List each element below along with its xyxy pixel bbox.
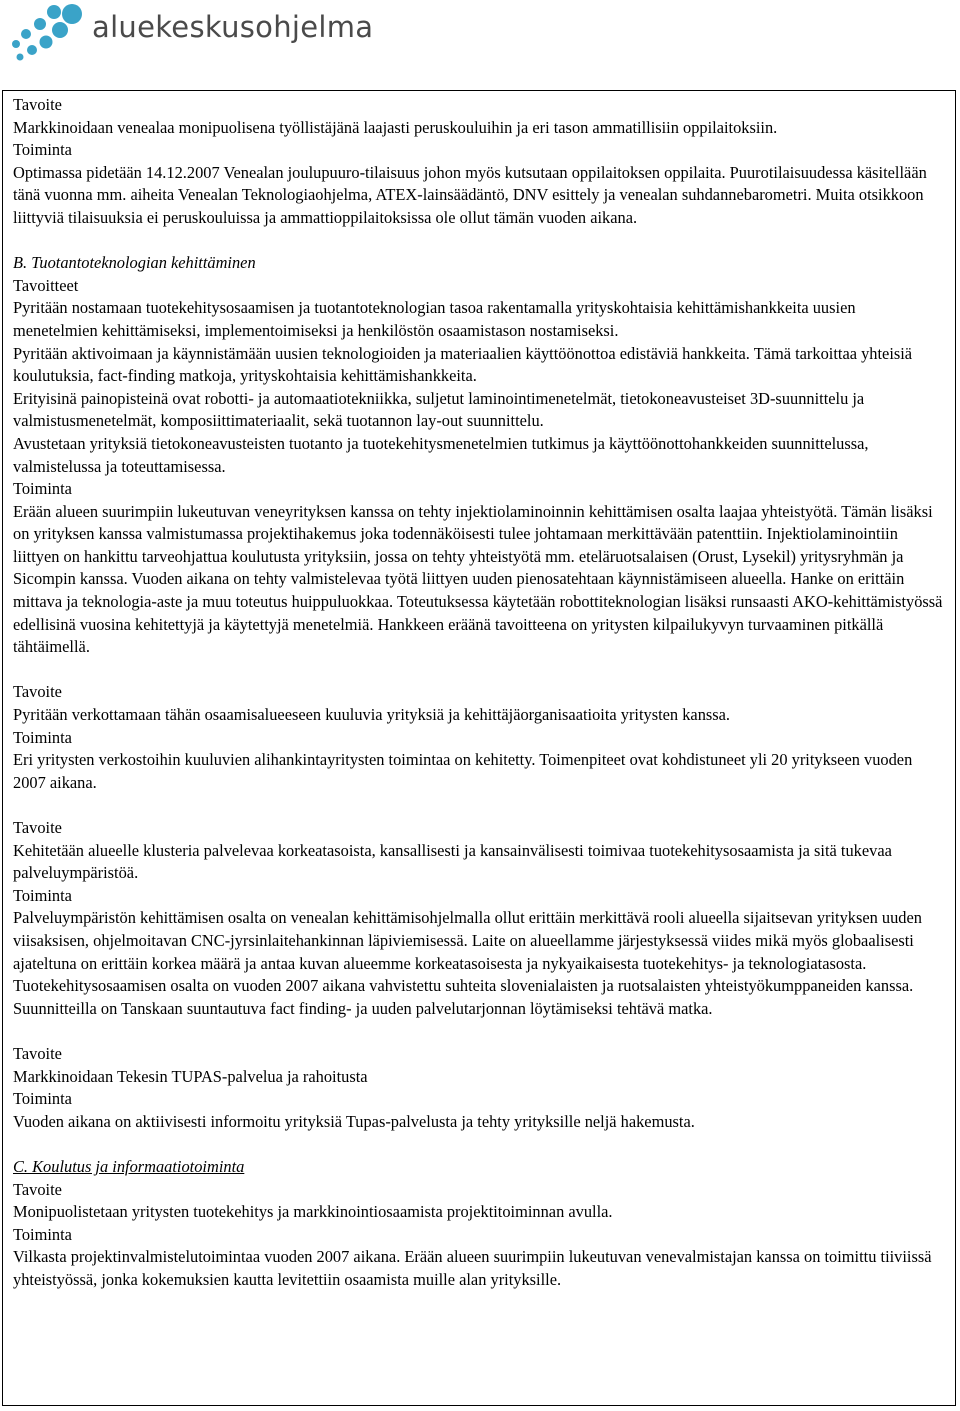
paragraph: Palveluympäristön kehittämisen osalta on venealan kehittämisohjelmalla ollut erittäin merkittävä rooli alueella sijaitsevan yrityksen uuden viisaksisen, ohjelmoitavan CNC-jyrsinlaitehankinnan läpiviemisessä. Laite on alueellamme järjestyksessä viides mikä myös globaalisesti ajateltuna on erittäin korkea määrä ja antaa kuvan alueemme korkeatasoisesta ja nykyaikaisesta tuotekehitys- ja teknologiatasosta. Tuotekehitysosaamisen osalta on vuoden 2007 aikana vahvistettu suhteita slovenialaisten ja ruotsalaisten yhteistyökumppaneiden kanssa. Suunnitteilla on Tanskaan suuntautuva fact finding- ja uuden palvelutarjonnan löytämiseksi tehtävä matka. — [13, 908, 922, 1018]
section-title-b: B. Tuotantoteknologian kehittäminen — [13, 253, 256, 273]
label-toiminta: Toiminta — [13, 1089, 72, 1109]
label-toiminta: Toiminta — [13, 885, 72, 905]
paragraph: Markkinoidaan venealaa monipuolisena työllistäjänä laajasti peruskouluihin ja eri tason ammatillisiin oppilaitoksiin. — [13, 117, 778, 137]
paragraph: Vilkasta projektinvalmistelutoimintaa vuoden 2007 aikana. Erään alueen suurimpiin lukeutuvan venevalmistajan kanssa on toimittu tiiviissä yhteistyössä, jonka kokemuksien kautta levitettiin osaamista muille alan yrityksille. — [13, 1247, 932, 1289]
label-tavoite: Tavoite — [13, 95, 62, 114]
paragraph: Pyritään nostamaan tuotekehitysosaamisen ja tuotantoteknologian tasoa rakentamalla yrityskohtaisia kehittämishankkeita uusien menetelmien kehittämiseksi, implementoimiseksi ja henkilöstön osaamistason nostamiseksi. — [13, 298, 856, 340]
label-tavoitteet: Tavoitteet — [13, 275, 79, 295]
paragraph: Kehitetään alueelle klusteria palvelevaa korkeatasoista, kansallisesti ja kansainvälisesti toimivaa tuotekehitysosaamista ja sitä tukevaa palveluympäristöä. — [13, 840, 892, 883]
label-tavoite: Tavoite — [13, 1043, 62, 1063]
label-tavoite: Tavoite — [13, 818, 62, 837]
header — [10, 2, 374, 62]
paragraph: Erään alueen suurimpiin lukeutuvan veneyrityksen kanssa on tehty injektiolaminoinnin kehittämisen osalta laajaa yhteistyötä. Tämän lisäksi on yrityksen kanssa valmistumassa projektihakemus joka todennäköisesti tulee johtamaan merkittävään patenttiin. Injektiolaminointiin liittyen on hankittu tarveohjattua koulutusta yrityksiin, jossa on tehty yhteistyötä mm. eteläruotsalaisen (Orust, Lysekil) yritysryhmän ja Sicompin kanssa. Vuoden aikana on tehty valmistelevaa työtä liittyen uuden pienosatehtaan käynnistämiseen alueella. Hanke on erittäin mittava ja teknologia-aste ja muu toteutus huippuluokkaa. Toteutuksessa käytetään robottiteknologian lisäksi runsaasti AKO-kehittämistyössä edellisinä vuosina kehitettyjä ja käytettyjä menetelmiä. Hankkeen eräänä tavoitteena on yritysten kilpailukyvyn turvaaminen pitkällä tähtäimellä. — [13, 501, 943, 657]
logo-text: aluekeskusohjelma — [92, 10, 374, 44]
label-toiminta: Toiminta — [13, 727, 72, 747]
paragraph: Vuoden aikana on aktiivisesti informoitu yrityksiä Tupas-palvelusta ja tehty yrityksille neljä hakemusta. — [13, 1111, 695, 1131]
paragraph: Pyritään verkottamaan tähän osaamisalueeseen kuuluvia yrityksiä ja kehittäjäorganisaatioita yritysten kanssa. — [13, 705, 731, 725]
paragraph: Eri yritysten verkostoihin kuuluvien alihankintayritysten toimintaa on kehitetty. Toimenpiteet ovat kohdistuneet yli 20 yritykseen vuoden 2007 aikana. — [13, 750, 913, 792]
label-toiminta: Toiminta — [13, 479, 72, 499]
label-toiminta: Toiminta — [13, 140, 72, 160]
paragraph: Avustetaan yrityksiä tietokoneavusteisten tuotanto ja tuotekehitysmenetelmien tutkimus ja käyttöönottohankkeiden suunnittelussa, valmistelussa ja toteuttamisessa. — [13, 433, 869, 476]
section-title-c: C. Koulutus ja informaatiotoiminta — [13, 1156, 245, 1176]
label-tavoite: Tavoite — [13, 682, 62, 702]
document-frame — [2, 90, 956, 1406]
paragraph: Monipuolistetaan yritysten tuotekehitys ja markkinointiosaamista projektitoiminnan avulla. — [13, 1202, 613, 1222]
paragraph: Optimassa pidetään 14.12.2007 Venealan joulupuuro-tilaisuus johon myös kutsutaan oppilaitoksen oppilaita. Puurotilaisuudessa käsitellään tänä vuonna mm. aiheita Venealan Teknologiaohjelma, ATEX-lainsäädäntö, DNV esittely ja venealan suhdannebarometri. Muita otsikkoon liittyviä tilaisuuksia ei peruskouluissa ja ammattioppilaitoksissa ole ollut tämän vuoden aikana. — [13, 162, 927, 227]
paragraph: Pyritään aktivoimaan ja käynnistämään uusien teknologioiden ja materiaalien käyttöönottoa edistäviä hankkeita. Tämä tarkoittaa yhteisiä koulutuksia, fact-finding matkoja, yrityskohtaisia kehittämishankkeita. — [13, 343, 913, 386]
paragraph: Erityisinä painopisteinä ovat robotti- ja automaatiotekniikka, suljetut laminointimenetelmät, tietokoneavusteiset 3D-suunnittelu ja valmistusmenetelmät, komposiittimateriaalit, sekä tuotannon lay-out suunnittelu. — [13, 388, 865, 431]
paragraph: Markkinoidaan Tekesin TUPAS-palvelua ja rahoitusta — [13, 1066, 368, 1086]
label-toiminta: Toiminta — [13, 1224, 72, 1244]
label-tavoite: Tavoite — [13, 1179, 62, 1199]
logo-dots-icon — [10, 2, 85, 62]
document-body — [13, 94, 943, 1291]
